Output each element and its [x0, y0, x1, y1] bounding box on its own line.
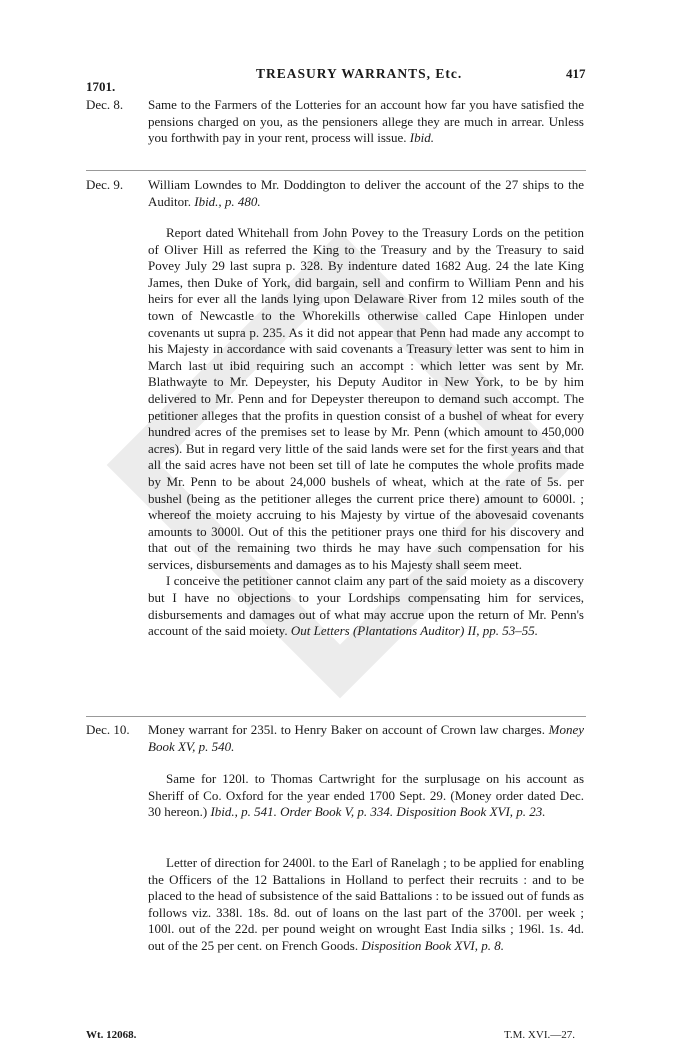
entry-ranelagh — [148, 855, 584, 955]
section-divider — [86, 716, 586, 717]
entry-text: Money warrant for 235l. to Henry Baker on account of Crown law charges. — [148, 722, 545, 737]
entry-dec9-lowndes — [148, 177, 584, 210]
page-number: 417 — [566, 66, 586, 81]
entry-reference: Disposition Book XVI, p. 8. — [361, 937, 505, 953]
entry-text: Letter of direction for 2400l. to the Earl of Ranelagh ; to be applied for enabling the Officers of the 12 Battalions in Holland to perfect their recruits : and to be placed to the head of subsistence of the said Battalions : to be issued out of funds as follows viz. 338l. 18s. 8d. out of loans on the last part of the 3700l. per week ; 100l. out of the 22d. per pound weight on wrought East India silks ; 196l. 1s. 4d. out of the 25 per cent. on French Goods. — [148, 855, 584, 953]
footer-print-mark: Wt. 12068. — [86, 1029, 137, 1041]
entry-date: Dec. 9. — [86, 177, 124, 192]
entry-reference: Ibid., p. 541. Order Book V, p. 334. Disposition Book XVI, p. 23. — [210, 804, 546, 820]
entry-text: William Lowndes to Mr. Doddington to deliver the account of the 27 ships to the Auditor. — [148, 177, 584, 209]
report-paragraph: Report dated Whitehall from John Povey to the Treasury Lords on the petition of Oliver Hill as referred the King to the Treasury and by the Treasury to said Povey July 29 last supra p. 328. By indenture dated 1682 Aug. 24 the late King James, then Duke of York, did bargain, sell and confirm to William Penn and his heirs for ever all the lands lying upon Delaware River from 12 miles south of the town of Newcastle to the Whorekills otherwise called Cape Hinlopen under covenants ut supra p. 235. As it did not appear that Penn had made any accompt to his Majesty in accordance with said covenants a Treasury letter was sent to him in March last ut ibid requiring such an accompt : which letter was sent by Mr. Blathwayte to Mr. Depeyster, his Deputy Auditor in New York, to be by him delivered to Mr. Penn and for Depeyster thereupon to demand such accompt. The petitioner alleges that the profits in question consist of a bushel of wheat for every hundred acres of the premises set to lease by Mr. Penn (which amount to 450,000 acres). But in regard very little of the said lands were set for the first years and that all the said acres have not been set till of late he computes the whole profits made by Mr. Penn to be about 24,000 bushels of wheat, which at the rate of 5s. per bushel (being as the petitioner alleges the current price there) amount to 6000l. ; whereof the moiety accruing to his Majesty by virtue of the abovesaid covenants amounts to 3000l. Out of this the petitioner prays one third for his discovery and that out of the remaining two thirds he may have such compensation for his services, disbursements and damages as to his Majesty shall seem meet. — [148, 225, 584, 572]
entry-cartwright — [148, 771, 584, 821]
entry-date: Dec. 10. — [86, 722, 130, 737]
entry-text: Same for 120l. to Thomas Cartwright for the surplusage on his account as Sheriff of Co. Oxford for the year ended 1700 Sept. 29. (Money order dated Dec. 30 hereon.) — [148, 771, 584, 820]
entry-text: Same to the Farmers of the Lotteries for an account how far you have satisfied the pensions charged on you, as the pensioners allege they are much in arrear. Unless you forthwith pay in your rent, process will issue. — [148, 97, 584, 146]
entry-reference: Ibid., p. 480. — [194, 193, 261, 209]
footer-signature: T.M. XVI.—27. — [504, 1029, 575, 1041]
entry-povey-report — [148, 225, 584, 640]
entry-dec10-baker — [148, 722, 584, 755]
entry-reference: Out Letters (Plantations Auditor) II, pp. 53–55. — [290, 623, 538, 639]
running-title: TREASURY WARRANTS, Etc. — [256, 66, 463, 81]
header-year: 1701. — [86, 79, 116, 94]
entry-dec8 — [148, 97, 584, 147]
report-conclusion: I conceive the petitioner cannot claim any part of the said moiety as a discovery but I have no objections to your Lordships compensating him for services, disbursements and damages out of what may accrue upon the return of Mr. Penn's account of the said moiety. — [148, 573, 584, 639]
section-divider — [86, 170, 586, 171]
entry-reference: Ibid. — [409, 130, 434, 146]
entry-reference: Money Book XV, p. 540. — [148, 722, 585, 754]
entry-date: Dec. 8. — [86, 97, 124, 112]
